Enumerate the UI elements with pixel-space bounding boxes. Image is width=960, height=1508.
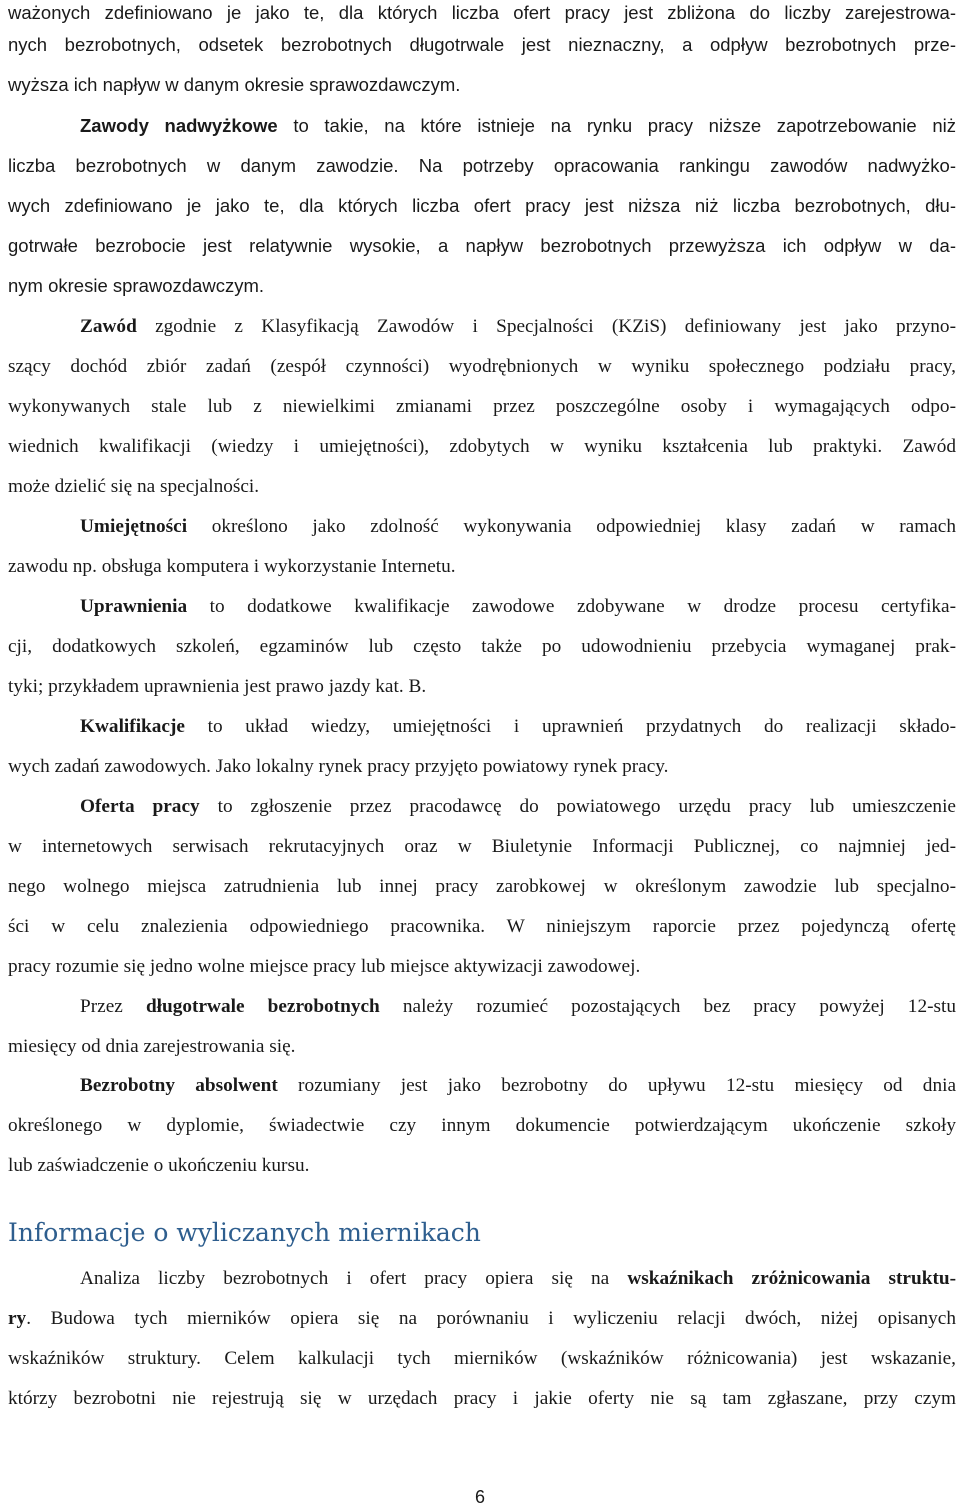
paragraph-umiejetnosci: Umiejętności określono jako zdolność wykonywania odpowiedniej klasy zadań w ramach [80,516,956,537]
text-line: wiednich kwalifikacji (wiedzy i umiejętności), zdobytych w wyniku kształcenia lub praktyki. Zawód [8,436,956,457]
term-kwalifikacje: Kwalifikacje [80,716,185,737]
text-line: którzy bezrobotni nie rejestrują się w urzędach pracy i jakie oferty nie są tam zgłaszane, przy czym [8,1388,956,1409]
text-line: określonego w dyplomie, świadectwie czy innym dokumencie potwierdzającym ukończenie szkoły [8,1115,956,1136]
text-line: wyższa ich napływ w danym okresie sprawozdawczym. [8,74,461,95]
text-line: w internetowych serwisach rekrutacyjnych oraz w Biuletynie Informacji Publicznej, co najmniej jed- [8,836,956,857]
text-line: wykonywanych stale lub z niewielkimi zmianami przez poszczególne osoby i wymagających odpo- [8,396,956,417]
text-line: lub zaświadczenie o ukończeniu kursu. [8,1155,310,1176]
term-oferta-pracy: Oferta pracy [80,796,200,817]
term-zawody-nadwyzkowe: Zawody nadwyżkowe [80,115,278,136]
term-dlugotrwale-bezrobotnych: długotrwale bezrobotnych [145,996,380,1017]
term-uprawnienia: Uprawnienia [80,596,188,617]
term-wskazniki-zroznicowania: wskaźnikach zróżnicowania struktu- [627,1268,957,1289]
text-line: cji, dodatkowych szkoleń, egzaminów lub często także po udowodnieniu przebycia wymaganej prak- [8,636,956,657]
text-line: szący dochód zbiór zadań (zespół czynności) wyodrębnionych w wyniku społecznego podziału pracy, [8,356,956,377]
text-line: może dzielić się na specjalności. [8,476,260,497]
text-line: gotrwałe bezrobocie jest relatywnie wysokie, a napływ bezrobotnych przewyższa ich odpływ w da- [8,235,956,256]
text-line: wych zadań zawodowych. Jako lokalny rynek pracy przyjęto powiatowy rynek pracy. [8,756,669,777]
text-line: nych bezrobotnych, odsetek bezrobotnych długotrwale jest nieznaczny, a odpływ bezrobotnych prze- [8,34,956,55]
paragraph-zawod: Zawód zgodnie z Klasyfikacją Zawodów i Specjalności (KZiS) definiowany jest jako przyno- [80,316,956,337]
text-line: pracy rozumie się jedno wolne miejsce pracy lub miejsce aktywizacji zawodowej. [8,956,641,977]
term-umiejetnosci: Umiejętności [80,516,188,537]
paragraph-dlugotrwale-bezrobotni: Przez długotrwale bezrobotnych należy rozumieć pozostających bez pracy powyżej 12-stu [80,996,957,1017]
section-heading: Informacje o wyliczanych miernikach [8,1218,481,1247]
term-zawod: Zawód [80,316,137,337]
paragraph-uprawnienia: Uprawnienia to dodatkowe kwalifikacje zawodowe zdobywane w drodze procesu certyfika- [80,596,956,617]
text-line: nego wolnego miejsca zatrudnienia lub innej pracy zarobkowej w określonym zawodzie lub specjalno- [8,876,956,897]
paragraph-bezrobotny-absolwent: Bezrobotny absolwent rozumiany jest jako bezrobotny do upływu 12-stu miesięcy od dnia [80,1075,956,1096]
paragraph-zawody-nadwyzkowe: Zawody nadwyżkowe to takie, na które istnieje na rynku pracy niższe zapotrzebowanie niż [80,115,956,136]
term-bezrobotny-absolwent: Bezrobotny absolwent [80,1075,278,1096]
text-line: wskaźników struktury. Celem kalkulacji tych mierników (wskaźników różnicowania) jest wskazanie, [8,1348,956,1369]
text-line: liczba bezrobotnych w danym zawodzie. Na potrzeby opracowania rankingu zawodów nadwyżko- [8,155,956,176]
text-line: ry. Budowa tych mierników opiera się na porównaniu i wyliczeniu relacji dwóch, niżej opisanych [8,1308,956,1329]
text-line: ści w celu znalezienia odpowiedniego pracownika. W niniejszym raporcie przez pojedynczą ofertę [8,916,956,937]
text-line: ważonych zdefiniowano je jako te, dla których liczba ofert pracy jest zbliżona do liczby zarejestrowa- [8,2,956,23]
paragraph-oferta-pracy: Oferta pracy to zgłoszenie przez pracodawcę do powiatowego urzędu pracy lub umieszczenie [80,796,956,817]
text-line: zawodu np. obsługa komputera i wykorzystanie Internetu. [8,556,456,577]
text-line: nym okresie sprawozdawczym. [8,275,264,296]
page-number: 6 [474,1487,485,1507]
paragraph-analiza: Analiza liczby bezrobotnych i ofert pracy opiera się na wskaźnikach zróżnicowania struktu- [80,1268,957,1289]
text-line: wych zdefiniowano je jako te, dla których liczba ofert pracy jest niższa niż liczba bezrobotnych, dłu- [8,195,956,216]
paragraph-kwalifikacje: Kwalifikacje to układ wiedzy, umiejętności i uprawnień przydatnych do realizacji składo- [80,716,956,737]
text-line: miesięcy od dnia zarejestrowania się. [8,1036,296,1057]
text-line: tyki; przykładem uprawnienia jest prawo jazdy kat. B. [8,676,427,697]
